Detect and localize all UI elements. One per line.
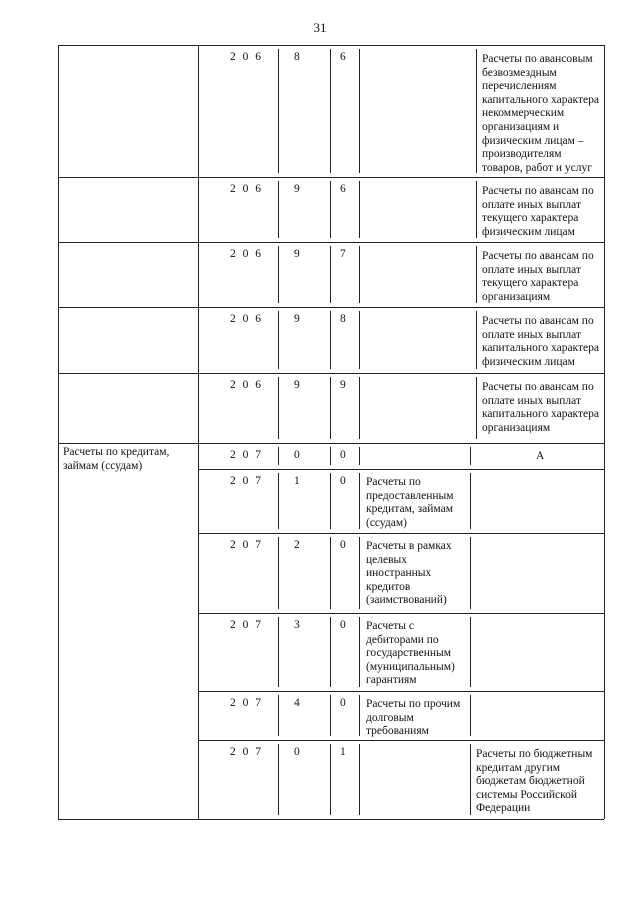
analytic-code-a: 0 (294, 449, 300, 461)
account-title: Расчеты с дебиторами по государственным (муниципальным) гарантиям (366, 620, 455, 687)
account-name: Расчеты по кредитам, займам (ссудам) (63, 446, 170, 472)
row-divider (198, 469, 604, 470)
account-title: Расчеты по предоставленным кредитам, займам (ссудам) (366, 476, 454, 529)
col-c-divider (359, 695, 360, 736)
col-d-divider (476, 181, 477, 238)
table-bottom-border (58, 819, 604, 820)
col-c-divider (359, 447, 360, 465)
col-a-divider (278, 744, 279, 815)
account-code: 2 0 6 (230, 248, 263, 260)
account-title: А (536, 450, 545, 462)
analytic-code-a: 1 (294, 475, 300, 487)
analytic-code-a: 9 (294, 248, 300, 260)
row-divider (198, 533, 604, 534)
table-left-border (58, 45, 59, 819)
analytic-code-a: 0 (294, 746, 300, 758)
row-divider (58, 177, 604, 178)
col-c-divider (359, 311, 360, 369)
col-c-divider (359, 181, 360, 238)
row-divider (58, 307, 604, 308)
row-divider (58, 443, 604, 444)
col-a-divider (278, 49, 279, 173)
col-d-divider (470, 744, 471, 815)
col-c-divider (359, 617, 360, 687)
col-b-divider (330, 447, 331, 465)
col-b-divider (330, 617, 331, 687)
col-b-divider (330, 473, 331, 529)
col-c-divider (359, 537, 360, 609)
col-b-divider (330, 181, 331, 238)
col-a-divider (278, 447, 279, 465)
analytic-code-b: 1 (340, 746, 346, 758)
analytic-code-b: 0 (340, 619, 346, 631)
account-code: 2 0 7 (230, 619, 263, 631)
analytic-code-a: 9 (294, 313, 300, 325)
row-divider (198, 691, 604, 692)
col-c-divider (359, 246, 360, 303)
col-d-divider (470, 447, 471, 465)
analytic-code-b: 8 (340, 313, 346, 325)
analytic-code-a: 9 (294, 183, 300, 195)
account-title: Расчеты по авансам по оплате иных выплат капитального характера физическим лицам (482, 315, 599, 368)
col-d-divider (476, 377, 477, 439)
col-a-divider (278, 377, 279, 439)
analytic-code-b: 0 (340, 539, 346, 551)
analytic-code-b: 6 (340, 183, 346, 195)
analytic-code-b: 9 (340, 379, 346, 391)
page-number: 31 (313, 20, 327, 35)
col-a-divider (278, 537, 279, 609)
col-d-divider (476, 246, 477, 303)
account-title: Расчеты по авансовым безвозмездным перечислениям капитального характера некоммерческим организациям и физическим лицам – производителям товаров, работ и услуг (482, 53, 599, 174)
col-d-divider (476, 311, 477, 369)
col-a-divider (278, 695, 279, 736)
col-c-divider (359, 473, 360, 529)
analytic-code-a: 9 (294, 379, 300, 391)
row-divider (198, 740, 604, 741)
col-d-divider (476, 49, 477, 173)
account-code: 2 0 7 (230, 475, 263, 487)
code-column-divider (198, 45, 199, 819)
account-code: 2 0 7 (230, 539, 263, 551)
account-code: 2 0 6 (230, 183, 263, 195)
col-b-divider (330, 377, 331, 439)
col-a-divider (278, 473, 279, 529)
analytic-code-b: 7 (340, 248, 346, 260)
account-title: Расчеты по авансам по оплате иных выплат текущего характера физическим лицам (482, 185, 594, 238)
table-top-border (58, 45, 604, 46)
analytic-code-a: 4 (294, 697, 300, 709)
col-a-divider (278, 246, 279, 303)
account-code: 2 0 7 (230, 746, 263, 758)
analytic-code-b: 0 (340, 475, 346, 487)
row-divider (58, 242, 604, 243)
col-a-divider (278, 617, 279, 687)
account-title: Расчеты по авансам по оплате иных выплат текущего характера организациям (482, 250, 594, 303)
account-title: Расчеты по авансам по оплате иных выплат капитального характера организациям (482, 381, 599, 434)
account-title: Расчеты в рамках целевых иностранных кредитов (заимствований) (366, 540, 452, 607)
analytic-code-a: 3 (294, 619, 300, 631)
analytic-code-b: 0 (340, 449, 346, 461)
col-c-divider (359, 744, 360, 815)
analytic-code-b: 0 (340, 697, 346, 709)
account-code: 2 0 7 (230, 449, 263, 461)
col-b-divider (330, 311, 331, 369)
col-c-divider (359, 49, 360, 173)
col-b-divider (330, 49, 331, 173)
col-b-divider (330, 246, 331, 303)
col-b-divider (330, 695, 331, 736)
col-b-divider (330, 744, 331, 815)
account-code: 2 0 6 (230, 313, 263, 325)
account-title: Расчеты по прочим долговым требованиям (366, 698, 461, 738)
account-code: 2 0 6 (230, 51, 263, 63)
row-divider (198, 613, 604, 614)
row-divider (58, 373, 604, 374)
account-code: 2 0 7 (230, 697, 263, 709)
analytic-code-a: 8 (294, 51, 300, 63)
col-a-divider (278, 311, 279, 369)
analytic-code-b: 6 (340, 51, 346, 63)
account-title: Расчеты по бюджетным кредитам другим бюджетам бюджетной системы Российской Федерации (476, 748, 593, 815)
col-b-divider (330, 537, 331, 609)
col-a-divider (278, 181, 279, 238)
col-c-divider (359, 377, 360, 439)
analytic-code-a: 2 (294, 539, 300, 551)
account-code: 2 0 6 (230, 379, 263, 391)
